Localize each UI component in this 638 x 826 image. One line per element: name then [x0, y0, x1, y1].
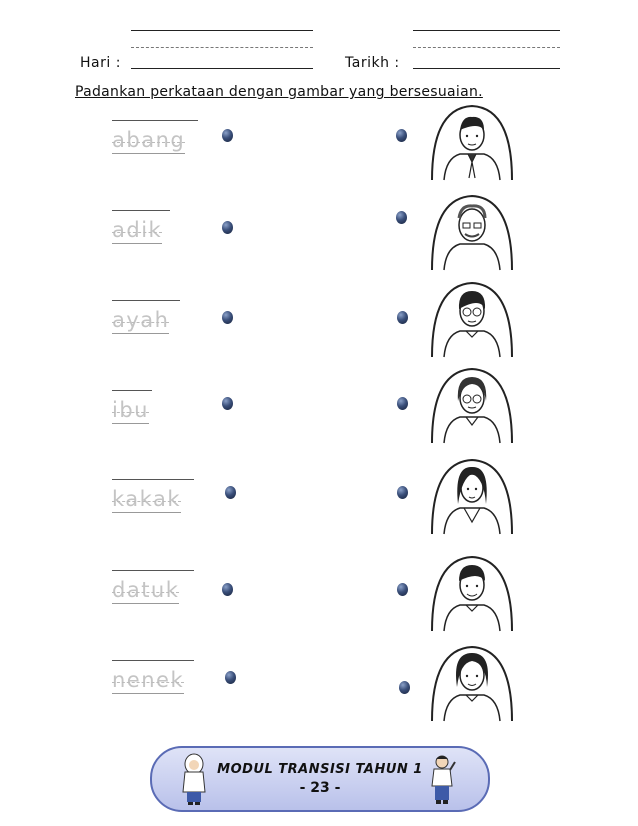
tarikh-field[interactable] — [413, 68, 560, 69]
trace-word-ayah — [112, 308, 169, 332]
left-dot-7[interactable] — [225, 671, 236, 684]
right-dot-6[interactable] — [397, 583, 408, 596]
word-text: datuk — [112, 578, 180, 602]
woman-with-glasses-icon — [428, 365, 516, 445]
trace-word-datuk — [112, 578, 179, 602]
left-dot-6[interactable] — [222, 583, 233, 596]
right-dot-3[interactable] — [397, 311, 408, 324]
boy-with-glasses-icon — [428, 279, 516, 359]
trace-word-ibu — [112, 398, 149, 422]
left-dot-1[interactable] — [222, 129, 233, 142]
boy-student-icon — [428, 752, 456, 806]
right-dot-2[interactable] — [396, 211, 407, 224]
girl-student-icon — [180, 752, 208, 806]
right-dot-1[interactable] — [396, 129, 407, 142]
word-text: abang — [112, 128, 186, 152]
trace-word-abang — [112, 128, 185, 152]
woman-icon — [428, 643, 516, 723]
right-dot-4[interactable] — [397, 397, 408, 410]
trace-word-kakak — [112, 487, 181, 511]
left-dot-3[interactable] — [222, 311, 233, 324]
girl-icon — [428, 456, 516, 536]
word-text: kakak — [112, 487, 181, 511]
word-text: ayah — [112, 308, 170, 332]
boy-icon — [428, 553, 516, 633]
word-text: adik — [112, 218, 163, 242]
page-number: - 23 - — [299, 780, 341, 796]
hari-label: Hari : — [80, 55, 121, 71]
word-text: ibu — [112, 398, 149, 422]
tarikh-label: Tarikh : — [345, 55, 400, 71]
right-dot-7[interactable] — [399, 681, 410, 694]
right-dot-5[interactable] — [397, 486, 408, 499]
left-dot-5[interactable] — [225, 486, 236, 499]
footer-banner — [150, 746, 490, 812]
trace-word-adik — [112, 218, 162, 242]
header-dash-right — [413, 47, 560, 48]
left-dot-2[interactable] — [222, 221, 233, 234]
hari-field[interactable] — [131, 68, 313, 69]
header-line-right-top — [413, 30, 560, 31]
man-with-tie-icon — [428, 102, 516, 182]
word-text: nenek — [112, 668, 185, 692]
grandfather-icon — [428, 192, 516, 272]
instruction-text: Padankan perkataan dengan gambar yang bersesuaian. — [75, 84, 483, 100]
footer-title: MODUL TRANSISI TAHUN 1 — [217, 762, 423, 777]
trace-word-nenek — [112, 668, 184, 692]
left-dot-4[interactable] — [222, 397, 233, 410]
header-line-left-top — [131, 30, 313, 31]
header-dash-left — [131, 47, 313, 48]
